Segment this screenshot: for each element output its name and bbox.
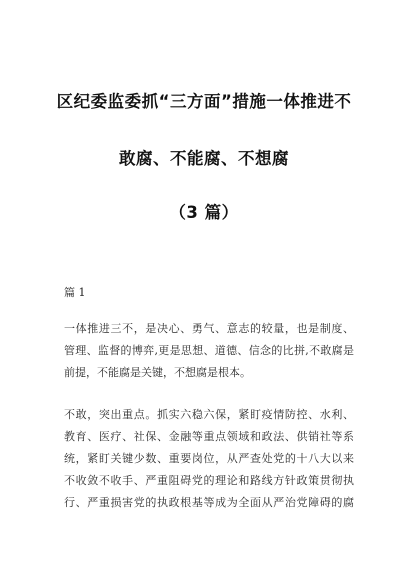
paragraph-line: 教育、医疗、社保、金融等重点领域和政法、供销社等系 [64,430,354,443]
paragraph-line: 管理、监督的博弈,更是思想、道德、信念的比拼,不敢腐是 [64,344,354,357]
paragraph-line: 前提，不能腐是关键，不想腐是根本。 [64,366,251,379]
paragraph-line: 行、严重损害党的执政根基等成为全面从严治党障碍的腐 [64,496,354,509]
paragraph-line: 一体推进三不，是决心、勇气、意志的较量，也是制度、 [64,322,354,335]
document-title-line-2: 敢腐、不能腐、不想腐 [119,149,289,168]
paragraph-1 [64,318,354,384]
document-title-count: （3 篇） [169,203,239,222]
paragraph-line: 不收敛不收手、严重阻碍党的理论和路线方针政策贯彻执 [64,474,354,487]
paragraph-2 [64,404,354,514]
section-label: 篇 1 [64,286,86,299]
paragraph-line: 不敢，突出重点。抓实六稳六保，紧盯疫情防控、水利、 [64,408,354,421]
document-title-line-1: 区纪委监委抓“三方面”措施一体推进不 [56,92,352,111]
paragraph-line: 统，紧盯关键少数、重要岗位，从严查处党的十八大以来 [64,452,354,465]
